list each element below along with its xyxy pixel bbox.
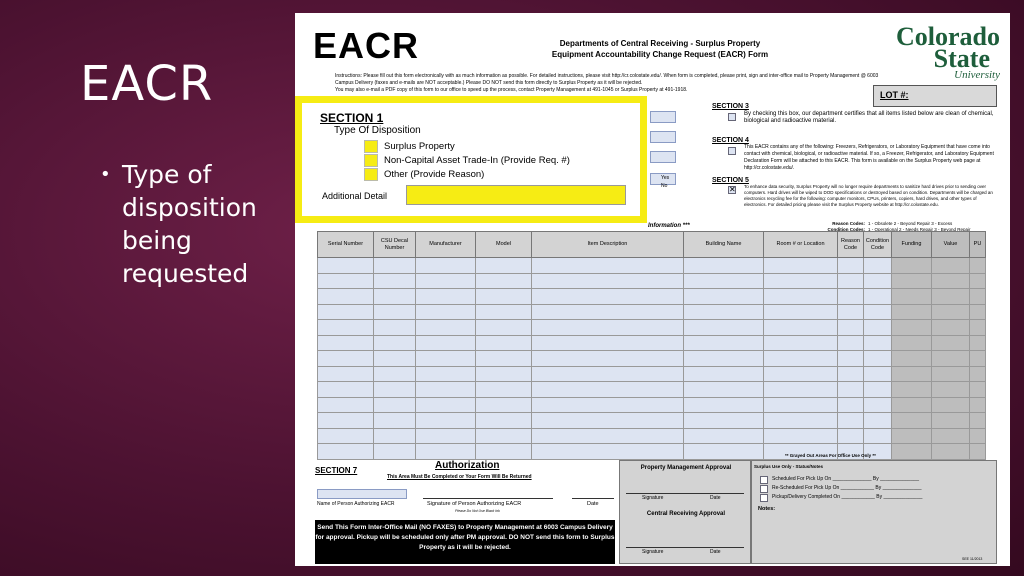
codes-values: 1 - Obsolete 2 - Beyond Repair 3 - Excess 1 - Operational 2 - Needs Repair 3 - Beyond Repair [868,221,971,232]
table-cell [838,366,864,382]
table-cell [932,382,970,398]
table-cell [318,444,374,460]
table-cell [532,428,684,444]
surplus-use-items: Scheduled For Pick Up On ______________ By ______________ Re-Scheduled For Pick Up On ____________ By ______________ Pickup/Delivery Completed On ____________ By ______________ [760,475,922,502]
notes-label: Notes: [758,506,776,512]
table-cell [684,382,764,398]
table-cell [864,413,892,429]
table-cell [864,289,892,305]
table-cell [932,366,970,382]
table-cell [932,413,970,429]
table-cell [374,289,416,305]
form-instructions: Instructions: Please fill out this form electronically with as much information as possible. For detailed instructions, please visit http://cr.colostate.edu/. When form is completed, please print, sign and inter-office mail to Property Management @ 6003 Campus Delivery (faxes and e-mails are NOT acceptable.) Please DO NOT send this form directly to Surplus Property as it will be rejected. You may also e-mail a PDF copy of this form to our office to speed up the process, contact Property Management at 491-1045 or Surplus Property at 491-1918. [335,73,879,93]
table-cell [838,428,864,444]
table-cell [764,382,838,398]
table-cell [374,366,416,382]
pm-date-label: Date [710,495,721,501]
table-cell [476,366,532,382]
date-line [572,498,614,499]
pm-signature-label: Signature [642,495,664,501]
table-cell [932,335,970,351]
table-cell [838,397,864,413]
table-cell [838,273,864,289]
table-cell [318,289,374,305]
date-label: Date [587,501,599,507]
section5-text: To enhance data security, Surplus Property will no longer require departments to sanitize hard drives prior to sending over computers. Hard drives will be wiped to DOD specifications or destroyed based on condition. Departments will be charged an electronics recycling fee for the following: computer monitors, CPUs, printers, copiers, hard drives, and other types of electronics. For detailed pricing please visit the Surplus Property website at http://cr.colostate.edu. [744,184,993,207]
table-cell [684,428,764,444]
table-cell [838,335,864,351]
table-cell [374,397,416,413]
option-checkbox [364,154,378,167]
table-cell [476,258,532,274]
table-cell [892,444,932,460]
section7-heading: SECTION 7 [315,466,358,475]
table-cell [864,320,892,336]
table-cell [864,335,892,351]
table-cell [970,273,986,289]
table-cell [684,413,764,429]
section1-highlight [295,96,647,223]
hidden-field [650,151,676,163]
cr-signature-label: Signature [642,549,664,555]
table-cell [476,304,532,320]
table-header-cell: Room # or Location [764,232,838,258]
table-row [318,366,986,382]
table-cell [970,397,986,413]
table-cell [970,413,986,429]
table-header-cell: CSU Decal Number [374,232,416,258]
table-cell [684,366,764,382]
table-cell [416,273,476,289]
table-cell [532,351,684,367]
table-cell [764,335,838,351]
table-cell [318,258,374,274]
table-cell [838,258,864,274]
option-surplus: Surplus Property [364,140,455,153]
table-cell [684,335,764,351]
grayed-note: ** Grayed Out Areas For Office Use Only ** [785,453,876,458]
cr-date-label: Date [710,549,721,555]
table-header-cell: Value [932,232,970,258]
table-cell [416,366,476,382]
surplus-use-title: Surplus Use Only - Status/Notes [754,464,824,469]
table-cell [838,413,864,429]
yes-label: Yes [661,175,670,181]
table-cell [684,444,764,460]
table-header-cell: Manufacturer [416,232,476,258]
table-cell [476,382,532,398]
table-cell [374,428,416,444]
table-cell [416,413,476,429]
item-table [317,231,986,460]
table-cell [374,444,416,460]
table-cell [318,366,374,382]
approval-box [619,460,751,564]
table-row [318,413,986,429]
table-cell [416,397,476,413]
version-label: SEE 11/2013 [962,557,983,561]
table-cell [864,366,892,382]
table-cell [932,304,970,320]
table-cell [476,397,532,413]
table-row [318,289,986,305]
table-cell [532,444,684,460]
table-cell [532,320,684,336]
csu-logo: Colorado State University [896,22,1000,81]
table-cell [416,335,476,351]
table-cell [476,289,532,305]
table-cell [970,382,986,398]
table-cell [416,289,476,305]
table-cell [684,397,764,413]
form-dept-title: Departments of Central Receiving - Surplus Property Equipment Accountability Change Request (EACR) Form [551,39,769,59]
table-cell [970,289,986,305]
table-cell [532,304,684,320]
table-cell [892,382,932,398]
table-row [318,397,986,413]
table-cell [684,304,764,320]
table-cell [532,382,684,398]
table-cell [764,366,838,382]
table-cell [892,428,932,444]
table-header-cell: Condition Code [864,232,892,258]
table-cell [476,428,532,444]
table-cell [416,258,476,274]
table-cell [970,351,986,367]
section1-heading: SECTION 1 [320,111,384,125]
section3-text: By checking this box, our department certifies that all items listed below are clean of chemical, biological and radioactive material. [744,111,994,124]
authorizer-name-field [317,489,407,499]
section4: SECTION 4 [712,137,749,144]
table-cell [764,428,838,444]
table-cell [532,366,684,382]
codes-labels: Reason Codes: Condition Codes: [827,221,865,232]
table-body [318,258,986,460]
table-cell [932,320,970,336]
table-header-cell: Model [476,232,532,258]
table-cell [684,320,764,336]
table-cell [416,351,476,367]
table-row [318,320,986,336]
table-cell [864,397,892,413]
table-cell [476,413,532,429]
table-cell [970,444,986,460]
table-row [318,382,986,398]
table-cell [374,351,416,367]
table-cell [932,397,970,413]
table-cell [892,289,932,305]
table-cell [970,366,986,382]
table-header-cell: Serial Number [318,232,374,258]
signature-line [423,498,553,499]
table-cell [892,366,932,382]
section1-subheading: Type Of Disposition [334,125,421,136]
table-cell [764,397,838,413]
table-cell [684,351,764,367]
table-cell [416,320,476,336]
additional-detail-label: Additional Detail [322,191,388,201]
section4-text: This EACR contains any of the following: Freezers, Refrigerators, or Laboratory Equipment that have come into contact with chemical, biological, or radioactive material. If so, a Freezer, Refrigerator, and Laboratory Equipment Declaration Form will be attached to this EACR. This form is available on the Surplus Property web page at http://cr.colostate.edu/. [744,144,994,171]
option-trade-in: Non-Capital Asset Trade-In (Provide Req. #) [364,154,570,167]
table-cell [864,304,892,320]
table-cell [684,258,764,274]
table-cell [318,351,374,367]
authorizer-name-label: Name of Person Authorizing EACR [317,501,395,507]
table-cell [318,273,374,289]
table-cell [932,428,970,444]
signature-label: Signature of Person Authorizing EACR [427,501,522,507]
table-cell [374,382,416,398]
table-cell [318,320,374,336]
table-cell [374,273,416,289]
table-cell [318,428,374,444]
hidden-field [650,111,676,123]
table-row [318,273,986,289]
table-cell [864,351,892,367]
section4-checkbox [728,147,736,155]
table-cell [864,273,892,289]
table-cell [318,413,374,429]
pm-approval-title: Property Management Approval [640,465,732,471]
table-cell [970,320,986,336]
table-cell [764,351,838,367]
table-header-cell: Reason Code [838,232,864,258]
table-cell [838,382,864,398]
table-row [318,351,986,367]
table-cell [932,351,970,367]
info-label: Information *** [648,223,690,229]
table-cell [476,335,532,351]
table-cell [532,258,684,274]
table-row [318,304,986,320]
table-cell [684,289,764,305]
section3: SECTION 3 [712,103,749,110]
surplus-use-box [751,460,997,564]
send-instructions-bar: Send This Form Inter-Office Mail (NO FAXES) to Property Management at 6003 Campus Delivery for approval. Pickup will be scheduled only after PM approval. DO NOT send this form to Surplus Property as it will be rejected. [315,520,615,564]
table-cell [892,397,932,413]
table-cell [532,335,684,351]
slide-title: EACR [80,56,214,112]
table-row [318,335,986,351]
table-cell [892,413,932,429]
option-checkbox [364,140,378,153]
table-cell [838,351,864,367]
authorization-title: Authorization [435,460,500,471]
table-cell [684,273,764,289]
table-cell [318,397,374,413]
table-cell [970,258,986,274]
section5: SECTION 5 [712,177,749,184]
table-cell [476,320,532,336]
ink-note: Please Do Not Use Black Ink [455,509,500,513]
table-cell [864,428,892,444]
table-cell [764,304,838,320]
table-cell [892,258,932,274]
table-cell [892,304,932,320]
table-cell [838,289,864,305]
eacr-form-image [295,13,1010,566]
form-heading: EACR [313,25,420,66]
table-cell [764,273,838,289]
table-cell [764,320,838,336]
table-header-cell: Building Name [684,232,764,258]
no-label: No [661,183,668,189]
table-cell [318,382,374,398]
table-cell [374,413,416,429]
table-cell [838,304,864,320]
table-cell [476,351,532,367]
table-cell [864,382,892,398]
table-cell [764,289,838,305]
table-cell [374,320,416,336]
table-row [318,428,986,444]
table-cell [532,413,684,429]
table-cell [532,289,684,305]
table-cell [764,258,838,274]
table-row [318,258,986,274]
authorization-note: This Area Must Be Completed or Your Form Will Be Returned [387,474,532,480]
additional-detail-field [406,185,626,205]
table-cell [374,304,416,320]
table-cell [532,397,684,413]
hidden-field [650,131,676,143]
table-cell [416,382,476,398]
table-header-cell: Funding [892,232,932,258]
table-cell [970,428,986,444]
table-cell [864,258,892,274]
table-cell [932,258,970,274]
table-cell [932,289,970,305]
table-cell [374,335,416,351]
table-header-row [318,232,986,258]
table-cell [932,444,970,460]
option-checkbox [364,168,378,181]
table-cell [318,304,374,320]
table-cell [476,444,532,460]
lot-number-field: LOT #: [873,85,997,107]
bullet-item [100,158,284,290]
table-cell [838,320,864,336]
table-header-cell: Item Description [532,232,684,258]
bullet-icon: • [100,164,111,185]
table-cell [970,304,986,320]
table-cell [892,320,932,336]
table-cell [476,273,532,289]
table-cell [416,304,476,320]
table-cell [932,273,970,289]
option-other: Other (Provide Reason) [364,168,484,181]
table-cell [892,351,932,367]
table-cell [764,413,838,429]
table-cell [892,273,932,289]
table-cell [416,428,476,444]
table-cell [416,444,476,460]
section5-checkbox: ✕ [729,185,736,194]
cr-approval-title: Central Receiving Approval [646,511,726,517]
table-cell [318,335,374,351]
bullet-text: Type of disposition being requested [122,160,257,288]
table-row [318,444,986,460]
section3-checkbox [728,113,736,121]
table-cell [970,335,986,351]
table-cell [892,335,932,351]
table-header-cell: PU [970,232,986,258]
table-cell [532,273,684,289]
table-cell [374,258,416,274]
